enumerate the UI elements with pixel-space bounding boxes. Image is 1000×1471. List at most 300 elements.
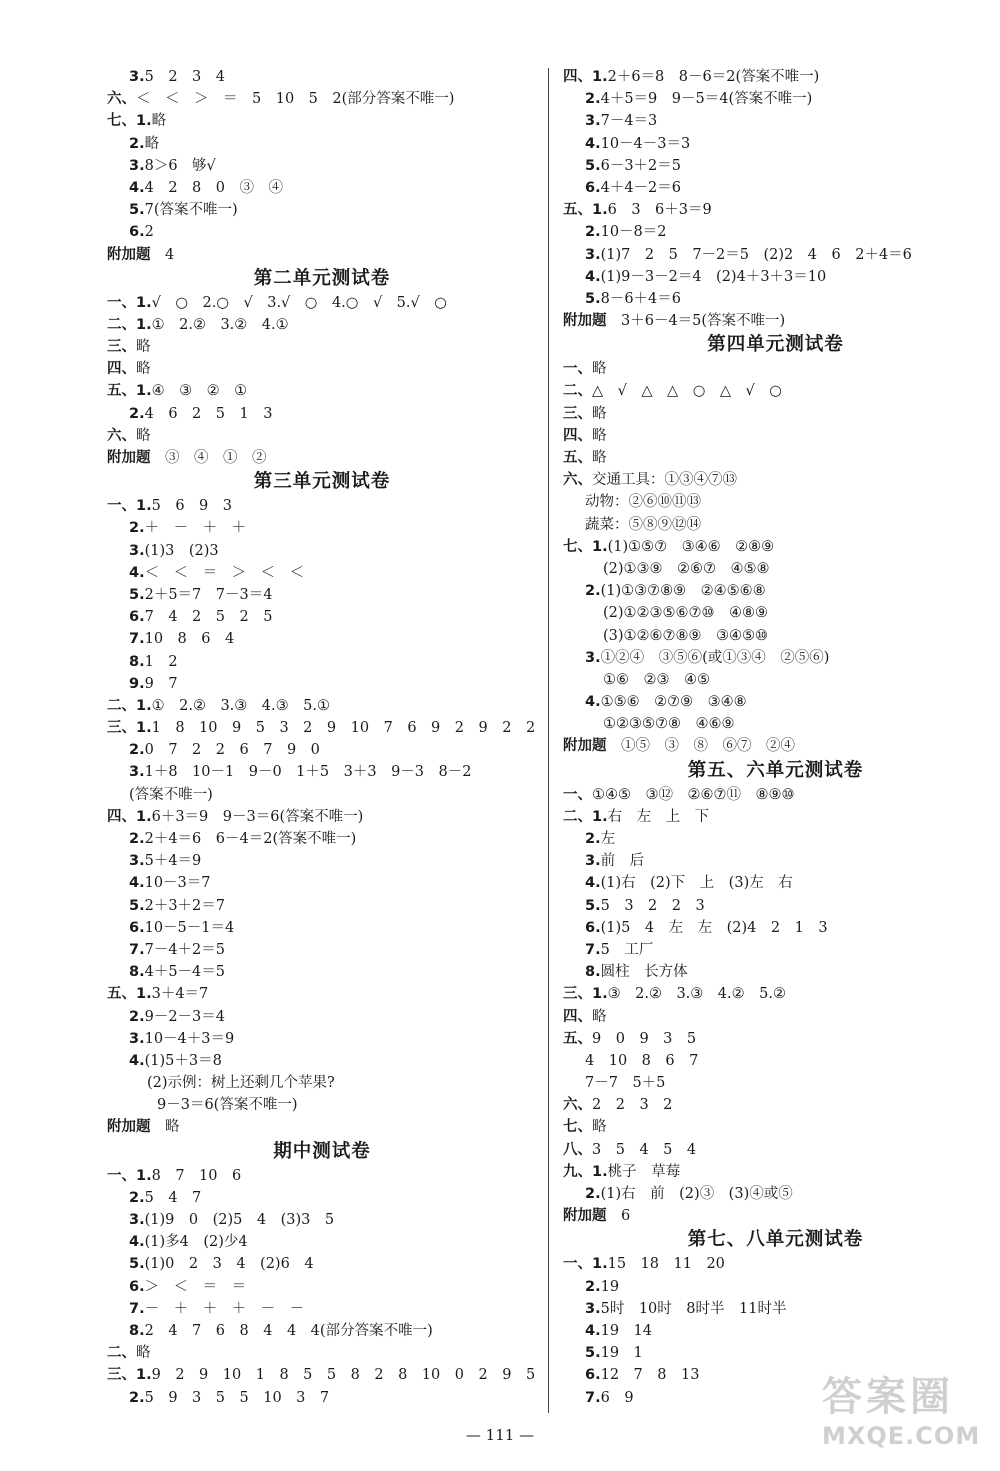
answer-line — [563, 917, 988, 939]
answer-text: 4＋4－2＝6 — [600, 179, 682, 196]
answer-text: 1＋8 10－1 9－0 1＋5 3＋3 9－3 8－2 — [144, 764, 472, 781]
question-number: 5. — [129, 897, 145, 914]
answer-line — [563, 558, 988, 580]
answer-line — [107, 314, 537, 336]
question-number: 6. — [585, 179, 601, 196]
question-number: 二、1. — [107, 316, 152, 333]
answer-text: 7(答案不唯一) — [144, 202, 238, 219]
answer-text: 15 18 11 20 — [607, 1256, 725, 1273]
question-number: 7. — [129, 1300, 145, 1317]
question-number: 一、1. — [107, 294, 152, 311]
answer-line — [107, 358, 537, 380]
question-number: 3. — [585, 246, 601, 263]
answer-line — [563, 403, 988, 425]
answer-text: 10－4＋3＝9 — [144, 1030, 235, 1047]
question-number: 3. — [585, 113, 601, 130]
answer-text: 4 6 2 5 1 3 — [144, 405, 273, 422]
question-number: 4. — [129, 875, 145, 892]
answer-text: (1)9 0 (2)5 4 (3)3 5 — [144, 1212, 335, 1228]
answer-text: ＜ ＜ ＝ ＞ ＜ ＜ — [144, 564, 305, 581]
question-number: 2. — [585, 91, 601, 108]
answer-line — [107, 651, 537, 673]
question-number: 3. — [585, 649, 601, 666]
question-number: 九、1. — [563, 1163, 608, 1180]
answer-text: 6 — [606, 1208, 631, 1225]
answer-line — [107, 606, 537, 628]
answer-text: 2＋4＝6 6－4＝2(答案不唯一) — [144, 831, 357, 847]
answer-line — [563, 491, 988, 513]
answer-line — [107, 695, 537, 717]
answer-text: 6＋3＝9 9－3＝6(答案不唯一) — [151, 808, 364, 825]
answer-text: 2 2 3 2 — [592, 1097, 673, 1114]
answer-line — [107, 244, 537, 266]
answer-line — [107, 1320, 537, 1342]
answer-line — [107, 292, 537, 314]
answer-line — [107, 1342, 537, 1364]
answer-text: 7－4＋2＝5 — [144, 941, 226, 958]
question-number: 五、1. — [107, 986, 152, 1003]
question-number: 7. — [129, 631, 145, 648]
question-number: 三、1. — [107, 1367, 152, 1384]
answer-line — [107, 1050, 537, 1072]
answer-line — [563, 1116, 988, 1138]
answer-line — [107, 961, 537, 983]
answer-line — [107, 1253, 537, 1275]
answer-text: 19 — [600, 1278, 620, 1295]
answer-text: 6 3 6＋3＝9 — [607, 202, 712, 219]
answer-text: (答案不唯一) — [129, 786, 213, 803]
section-heading: 期中测试卷 — [273, 1140, 371, 1162]
answer-line — [563, 1183, 988, 1205]
question-number: 2. — [585, 1278, 601, 1295]
answer-text: 10－5－1＝4 — [144, 919, 235, 936]
question-number: 二、1. — [563, 808, 608, 825]
answer-text: 4 2 8 0 ③ ④ — [144, 179, 284, 196]
question-number: 4. — [129, 1234, 145, 1251]
answer-text: － ＋ ＋ ＋ － － — [144, 1300, 305, 1317]
answer-line — [107, 403, 537, 425]
watermark-text: 答案圈 — [822, 1374, 954, 1420]
answer-text: 略 — [136, 1345, 151, 1362]
answer-text: 5＋4＝9 — [144, 853, 202, 870]
answer-line — [563, 647, 988, 669]
answer-line — [107, 495, 537, 517]
answer-line — [563, 602, 988, 624]
question-number: 三、 — [563, 405, 592, 422]
answer-line — [563, 983, 988, 1005]
answer-line — [107, 1387, 537, 1409]
question-number: 4. — [585, 875, 601, 892]
question-number: 6. — [129, 1278, 145, 1295]
answer-text: 5时 10时 8时半 11时半 — [600, 1300, 787, 1317]
answer-text: (2)示例：树上还剩几个苹果? — [147, 1075, 335, 1092]
answer-line — [107, 939, 537, 961]
question-number: 附加题 — [107, 246, 151, 263]
answer-text: (1)5 4 左 左 (2)4 2 1 3 — [600, 919, 828, 936]
answer-line — [563, 961, 988, 983]
answer-line — [563, 895, 988, 917]
answer-text: 略 — [144, 135, 160, 152]
answer-text: 9 0 9 3 5 — [592, 1030, 697, 1047]
question-number: 4. — [585, 694, 601, 711]
answer-text: 2 — [144, 224, 154, 241]
answer-line — [107, 717, 537, 739]
answer-text: 略 — [136, 427, 151, 444]
question-number: 3. — [129, 542, 145, 559]
answer-line — [107, 1298, 537, 1320]
answer-line — [107, 133, 537, 155]
answer-text: 9－3＝6(答案不唯一) — [157, 1097, 298, 1114]
answer-line — [563, 1342, 988, 1364]
question-number: 附加题 — [563, 1208, 607, 1225]
answer-text: (1)7 2 5 7－2＝5 (2)2 4 6 2＋4＝6 — [600, 246, 912, 263]
question-number: 3. — [129, 157, 145, 174]
question-number: 六、 — [563, 1097, 592, 1114]
question-number: 五、 — [563, 1030, 592, 1047]
answer-line — [107, 828, 537, 850]
question-number: 七、1. — [563, 538, 608, 555]
answer-text: 略 — [592, 1008, 607, 1025]
answer-line — [563, 425, 988, 447]
answer-line — [563, 872, 988, 894]
answer-text: 10 8 6 4 — [144, 631, 235, 648]
question-number: 9. — [129, 675, 145, 692]
question-number: 3. — [129, 1030, 145, 1047]
answer-line — [563, 380, 988, 402]
question-number: 8. — [129, 1322, 145, 1339]
question-number: 二、 — [563, 383, 592, 400]
answer-text: 5 3 2 2 3 — [600, 897, 705, 914]
answer-text: 8＞6 够√ — [144, 157, 216, 174]
answer-text: (2)①②③⑤⑥⑦⑩ ④⑧⑨ — [603, 605, 769, 622]
answer-line — [563, 536, 988, 558]
question-number: 一、 — [563, 361, 592, 378]
question-number: 5. — [585, 290, 601, 307]
section-heading: 第三单元测试卷 — [253, 471, 391, 493]
answer-line — [107, 1028, 537, 1050]
answer-line — [563, 625, 988, 647]
answer-text: (1)右 (2)下 上 (3)左 右 — [600, 875, 793, 892]
answer-text: (1)3 (2)3 — [144, 542, 219, 559]
answer-line — [563, 447, 988, 469]
question-number: 四、 — [107, 361, 136, 378]
answer-line — [563, 288, 988, 310]
answer-text: 4 — [150, 246, 175, 263]
answer-text: (2)①③⑨ ②⑥⑦ ④⑤⑧ — [603, 560, 770, 577]
answer-text: (1)5＋3＝8 — [144, 1052, 222, 1069]
answer-text: 9 7 — [144, 675, 178, 692]
question-number: 4. — [129, 179, 145, 196]
answer-line — [563, 110, 988, 132]
answer-text: 10－4－3＝3 — [600, 135, 691, 152]
question-number: 二、1. — [107, 697, 152, 714]
answer-text: △ √ △ △ ○ △ √ ○ — [592, 383, 782, 400]
answer-text: ④ ③ ② ① — [151, 383, 248, 400]
answer-line — [563, 1139, 988, 1161]
answer-text: ①④⑤ ③⑫ ②⑥⑦⑪ ⑧⑨⑩ — [592, 786, 795, 803]
question-number: 2. — [129, 135, 145, 152]
question-number: 四、 — [563, 427, 592, 444]
answer-text: 9－2－3＝4 — [144, 1008, 226, 1025]
question-number: 五、1. — [563, 202, 608, 219]
page-number: — 111 — — [465, 1426, 535, 1444]
answer-text: 略 — [592, 405, 607, 422]
question-number: 8. — [129, 653, 145, 670]
question-number: 4. — [585, 135, 601, 152]
answer-line — [107, 88, 537, 110]
answer-line — [563, 1298, 988, 1320]
question-number: 四、 — [563, 1008, 592, 1025]
answer-text: ＞ ＜ ＝ ＝ — [144, 1278, 247, 1295]
answer-line — [563, 691, 988, 713]
answer-line — [107, 221, 537, 243]
answer-text: 19 1 — [600, 1345, 643, 1362]
question-number: 4. — [585, 1322, 601, 1339]
question-number: 二、 — [107, 1345, 136, 1362]
answer-line — [107, 917, 537, 939]
answer-text: 右 左 上 下 — [607, 808, 710, 825]
question-number: 八、 — [563, 1141, 592, 1158]
question-number: 2. — [585, 1186, 601, 1202]
answer-line — [563, 221, 988, 243]
question-number: 6. — [129, 919, 145, 936]
question-number: 3. — [129, 764, 145, 781]
answer-line — [563, 177, 988, 199]
answer-column-left — [107, 66, 537, 1409]
question-number: 七、 — [563, 1119, 592, 1136]
answer-text: 略 — [592, 1119, 607, 1136]
answer-line — [107, 761, 537, 783]
answer-line — [107, 983, 537, 1005]
question-number: 7. — [585, 941, 601, 958]
answer-line — [107, 425, 537, 447]
answer-line — [107, 1364, 537, 1386]
answer-text: 19 14 — [600, 1322, 653, 1339]
answer-line — [563, 1072, 988, 1094]
answer-text: 1 2 — [144, 653, 178, 670]
answer-line — [563, 850, 988, 872]
answer-text: 6－3＋2＝5 — [600, 157, 682, 174]
answer-line — [107, 872, 537, 894]
answer-line — [563, 1094, 988, 1116]
answer-line — [563, 580, 988, 602]
answer-line — [563, 1028, 988, 1050]
question-number: 2. — [129, 1008, 145, 1025]
answer-line — [107, 1006, 537, 1028]
answer-line — [563, 669, 988, 691]
answer-line — [563, 1050, 988, 1072]
question-number: 五、1. — [107, 383, 152, 400]
answer-text: ＋ － ＋ ＋ — [144, 520, 247, 537]
answer-text: 8－6＋4＝6 — [600, 290, 682, 307]
answer-line — [563, 784, 988, 806]
answer-line — [107, 380, 537, 402]
answer-text: 10－8＝2 — [600, 224, 667, 241]
question-number: 5. — [585, 1345, 601, 1362]
answer-text: ③ ④ ① ② — [150, 450, 267, 466]
answer-text: 4＋5－4＝5 — [144, 964, 226, 981]
answer-line — [107, 199, 537, 221]
answer-line — [107, 110, 537, 132]
answer-line — [107, 584, 537, 606]
answer-line — [107, 447, 537, 469]
section-heading: 第五、六单元测试卷 — [687, 759, 864, 781]
question-number: 4. — [129, 1052, 145, 1069]
answer-text: 交通工具：①③④⑦⑬ — [592, 472, 737, 489]
answer-line — [563, 1276, 988, 1298]
answer-text: 5 工厂 — [600, 941, 654, 958]
answer-text: 3＋6－4＝5(答案不唯一) — [606, 313, 786, 330]
answer-line — [563, 155, 988, 177]
question-number: 2. — [129, 405, 145, 422]
question-number: 六、 — [107, 427, 136, 444]
question-number: 3. — [129, 69, 145, 85]
answer-text: (1)多4 (2)少4 — [144, 1234, 248, 1251]
answer-text: 略 — [150, 1119, 180, 1136]
question-number: 2. — [129, 742, 145, 759]
question-number: 3. — [129, 853, 145, 870]
answer-line — [563, 1320, 988, 1342]
answer-line — [107, 1165, 537, 1187]
answer-line — [563, 66, 988, 88]
answer-text: ① 2.② 3.③ 4.③ 5.① — [151, 697, 330, 714]
answer-line — [563, 1253, 988, 1275]
question-number: 三、1. — [107, 720, 152, 737]
answer-line — [563, 266, 988, 288]
answer-text: 圆柱 长方体 — [600, 964, 688, 981]
answer-text: (1)右 前 (2)③ (3)④或⑤ — [600, 1186, 793, 1202]
answer-text: 略 — [592, 427, 607, 444]
answer-text: 8 7 10 6 — [151, 1167, 242, 1184]
answer-text: 略 — [136, 361, 151, 378]
answer-line — [107, 673, 537, 695]
question-number: 3. — [585, 1300, 601, 1317]
answer-text: 2 4 7 6 8 4 4 4(部分答案不唯一) — [144, 1322, 433, 1339]
answer-line — [107, 517, 537, 539]
answer-text: √ ○ 2.○ √ 3.√ ○ 4.○ √ 5.√ ○ — [151, 294, 447, 311]
answer-text: 略 — [592, 361, 607, 378]
answer-text: (3)①②⑥⑦⑧⑨ ③④⑤⑩ — [603, 627, 769, 644]
answer-text: ①⑥ ②③ ④⑤ — [603, 671, 710, 688]
answer-text: 2＋3＋2＝7 — [144, 897, 226, 914]
answer-text: (1)9－3－2＝4 (2)4＋3＋3＝10 — [600, 268, 827, 285]
answer-line — [107, 336, 537, 358]
answer-line — [107, 177, 537, 199]
answer-text: ①⑤⑥ ②⑦⑨ ③④⑧ — [600, 694, 747, 711]
answer-text: ③ 2.② 3.③ 4.② 5.② — [607, 986, 786, 1003]
question-number: 附加题 — [563, 313, 607, 330]
answer-text: ①⑤ ③ ⑧ ⑥⑦ ②④ — [606, 738, 795, 755]
answer-text: 4 10 8 6 7 — [585, 1052, 699, 1069]
answer-text: 3 5 4 5 4 — [592, 1141, 697, 1158]
answer-text: 蔬菜：⑤⑧⑨⑫⑭ — [585, 516, 701, 533]
column-divider — [548, 68, 549, 1413]
answer-line — [107, 155, 537, 177]
answer-text: ①②③⑤⑦⑧ ④⑥⑨ — [603, 716, 735, 733]
watermark-url: MXQE.COM — [822, 1422, 981, 1450]
answer-line — [563, 244, 988, 266]
question-number: 7. — [585, 1389, 601, 1406]
answer-line — [563, 713, 988, 735]
question-number: 一、1. — [107, 498, 152, 515]
question-number: 8. — [129, 964, 145, 981]
question-number: 2. — [129, 1389, 145, 1406]
answer-text: 2＋6＝8 8－6＝2(答案不唯一) — [607, 69, 820, 85]
answer-text: (1)0 2 3 4 (2)6 4 — [144, 1256, 314, 1273]
answer-line — [107, 784, 537, 806]
answer-line — [563, 514, 988, 536]
question-number: 7. — [129, 941, 145, 958]
answer-text: 5 6 9 3 — [151, 498, 233, 515]
answer-line — [563, 199, 988, 221]
answer-text: 9 2 9 10 1 8 5 5 8 2 8 10 0 2 9 5 — [151, 1367, 536, 1384]
question-number: 5. — [129, 1256, 145, 1273]
question-number: 2. — [129, 520, 145, 537]
question-number: 七、1. — [107, 113, 152, 130]
answer-column-right — [563, 66, 988, 1409]
answer-text: 5 9 3 5 5 10 3 7 — [144, 1389, 330, 1406]
question-number: 五、 — [563, 450, 592, 466]
answer-text: 10－3＝7 — [144, 875, 211, 892]
answer-text: ① 2.② 3.② 4.① — [151, 316, 289, 333]
answer-line — [563, 939, 988, 961]
question-number: 附加题 — [563, 738, 607, 755]
question-number: 2. — [585, 583, 601, 600]
answer-line — [563, 828, 988, 850]
answer-line — [107, 806, 537, 828]
question-number: 3. — [585, 853, 601, 870]
answer-line — [107, 540, 537, 562]
answer-line — [107, 562, 537, 584]
answer-text: 桃子 草莓 — [607, 1163, 681, 1180]
answer-text: 5 2 3 4 — [144, 69, 226, 85]
answer-text: 前 后 — [600, 853, 645, 870]
question-number: 5. — [129, 586, 145, 603]
answer-line — [107, 1187, 537, 1209]
answer-line — [563, 1161, 988, 1183]
answer-line — [107, 1072, 537, 1094]
question-number: 6. — [129, 609, 145, 626]
question-number: 附加题 — [107, 450, 151, 466]
section-heading: 第七、八单元测试卷 — [687, 1229, 864, 1251]
question-number: 一、1. — [107, 1167, 152, 1184]
answer-line — [563, 88, 988, 110]
answer-line — [107, 895, 537, 917]
answer-text: 7 4 2 5 2 5 — [144, 609, 273, 626]
answer-text: 1 8 10 9 5 3 2 9 10 7 6 9 2 9 2 2 — [151, 720, 536, 737]
answer-line — [563, 735, 988, 757]
answer-text: ＜ ＜ ＞ ＝ 5 10 5 2(部分答案不唯一) — [136, 91, 455, 108]
question-number: 2. — [129, 1189, 145, 1206]
answer-text: 左 — [600, 831, 616, 847]
answer-line — [107, 1276, 537, 1298]
question-number: 一、 — [563, 786, 592, 803]
answer-line — [563, 469, 988, 491]
question-number: 5. — [129, 202, 145, 219]
answer-text: 7－7 5＋5 — [585, 1075, 666, 1092]
question-number: 4. — [129, 564, 145, 581]
answer-line — [563, 1006, 988, 1028]
answer-line — [563, 806, 988, 828]
watermark-logo — [822, 1365, 981, 1465]
answer-text: 4＋5＝9 9－5＝4(答案不唯一) — [600, 91, 813, 108]
section-heading: 第四单元测试卷 — [707, 334, 844, 356]
answer-line — [563, 1205, 988, 1227]
answer-text: 略 — [136, 339, 151, 356]
question-number: 4. — [585, 268, 601, 285]
answer-line — [107, 739, 537, 761]
question-number: 2. — [585, 224, 601, 241]
